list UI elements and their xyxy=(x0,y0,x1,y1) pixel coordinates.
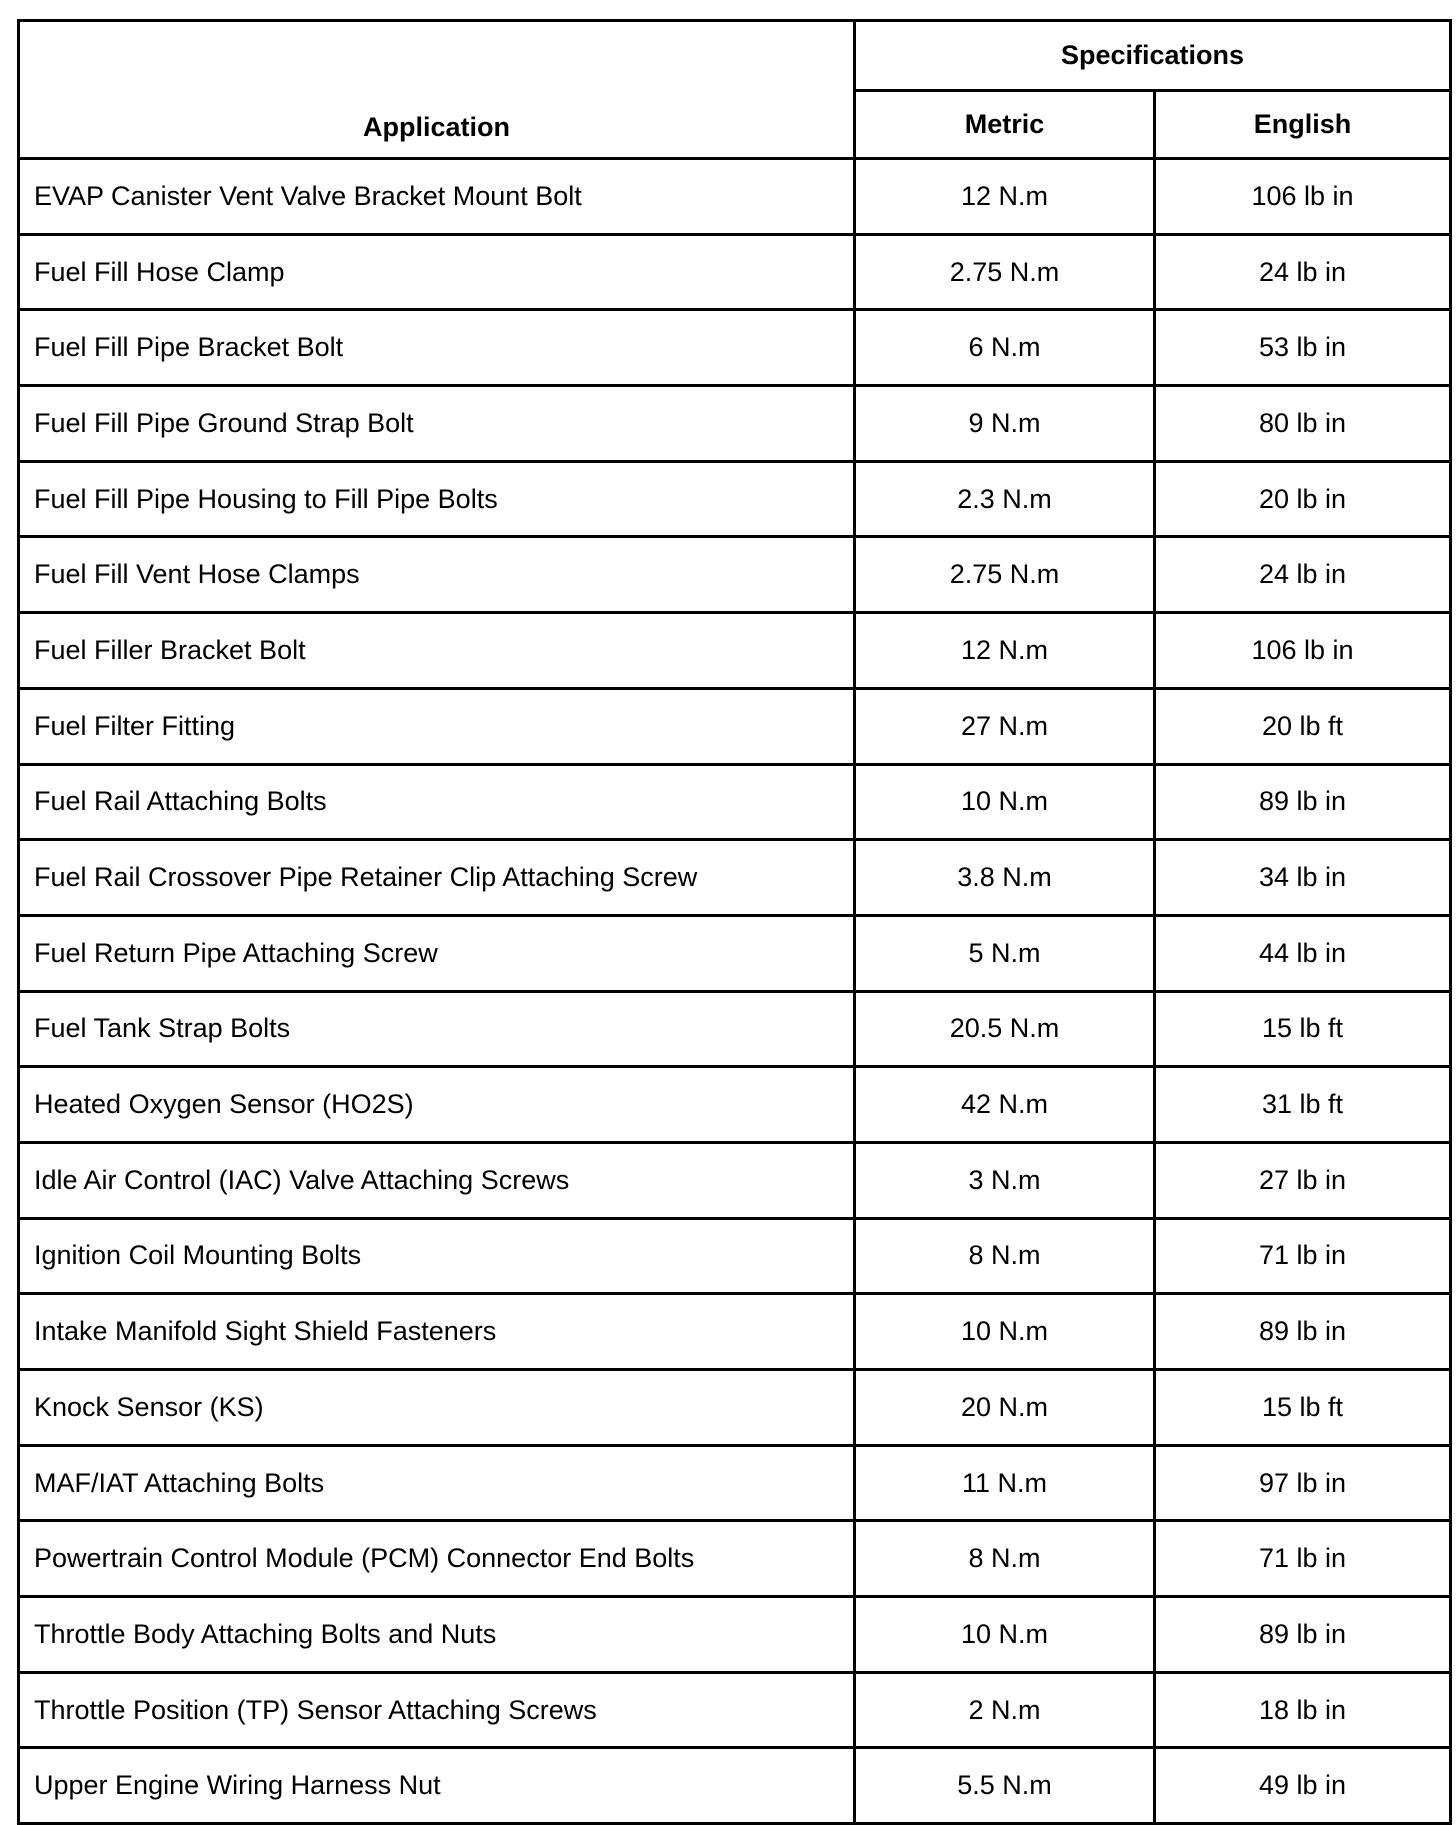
table-row xyxy=(19,1597,1451,1673)
table-row xyxy=(19,915,1451,991)
english-cell: 20 lb in xyxy=(1155,461,1451,537)
application-cell: Fuel Tank Strap Bolts xyxy=(19,991,855,1067)
application-cell: Throttle Body Attaching Bolts and Nuts xyxy=(19,1597,855,1673)
application-cell: Fuel Filter Fitting xyxy=(19,688,855,764)
table-row xyxy=(19,1521,1451,1597)
header-row-top xyxy=(19,21,1451,91)
metric-cell: 2 N.m xyxy=(855,1672,1155,1748)
english-cell: 106 lb in xyxy=(1155,159,1451,235)
table-row xyxy=(19,764,1451,840)
table-row xyxy=(19,1218,1451,1294)
english-cell: 89 lb in xyxy=(1155,1294,1451,1370)
metric-cell: 20 N.m xyxy=(855,1370,1155,1446)
table-row xyxy=(19,234,1451,310)
application-cell: Fuel Rail Crossover Pipe Retainer Clip Attaching Screw xyxy=(19,840,855,916)
english-cell: 97 lb in xyxy=(1155,1445,1451,1521)
metric-header: Metric xyxy=(855,91,1155,159)
english-cell: 44 lb in xyxy=(1155,915,1451,991)
table-header xyxy=(19,21,1451,159)
table-row xyxy=(19,840,1451,916)
table-row xyxy=(19,1294,1451,1370)
english-cell: 89 lb in xyxy=(1155,764,1451,840)
english-cell: 18 lb in xyxy=(1155,1672,1451,1748)
english-cell: 24 lb in xyxy=(1155,234,1451,310)
english-cell: 53 lb in xyxy=(1155,310,1451,386)
english-cell: 106 lb in xyxy=(1155,613,1451,689)
metric-cell: 10 N.m xyxy=(855,764,1155,840)
application-cell: Intake Manifold Sight Shield Fasteners xyxy=(19,1294,855,1370)
english-cell: 27 lb in xyxy=(1155,1142,1451,1218)
metric-cell: 9 N.m xyxy=(855,386,1155,462)
specifications-header: Specifications xyxy=(855,21,1451,91)
metric-cell: 2.3 N.m xyxy=(855,461,1155,537)
english-cell: 49 lb in xyxy=(1155,1748,1451,1824)
application-cell: Powertrain Control Module (PCM) Connector End Bolts xyxy=(19,1521,855,1597)
metric-cell: 27 N.m xyxy=(855,688,1155,764)
table-row xyxy=(19,991,1451,1067)
metric-cell: 8 N.m xyxy=(855,1218,1155,1294)
table-row xyxy=(19,159,1451,235)
application-cell: Fuel Fill Pipe Bracket Bolt xyxy=(19,310,855,386)
metric-cell: 3.8 N.m xyxy=(855,840,1155,916)
metric-cell: 20.5 N.m xyxy=(855,991,1155,1067)
english-cell: 31 lb ft xyxy=(1155,1067,1451,1143)
application-cell: EVAP Canister Vent Valve Bracket Mount Bolt xyxy=(19,159,855,235)
application-cell: MAF/IAT Attaching Bolts xyxy=(19,1445,855,1521)
english-cell: 15 lb ft xyxy=(1155,991,1451,1067)
application-cell: Ignition Coil Mounting Bolts xyxy=(19,1218,855,1294)
application-cell: Upper Engine Wiring Harness Nut xyxy=(19,1748,855,1824)
table-row xyxy=(19,310,1451,386)
application-cell: Fuel Fill Hose Clamp xyxy=(19,234,855,310)
application-cell: Fuel Fill Pipe Housing to Fill Pipe Bolts xyxy=(19,461,855,537)
metric-cell: 2.75 N.m xyxy=(855,234,1155,310)
specifications-table xyxy=(17,19,1452,1825)
metric-cell: 5.5 N.m xyxy=(855,1748,1155,1824)
application-cell: Fuel Fill Pipe Ground Strap Bolt xyxy=(19,386,855,462)
table-row xyxy=(19,1142,1451,1218)
table-row xyxy=(19,1748,1451,1824)
table-row xyxy=(19,688,1451,764)
application-cell: Heated Oxygen Sensor (HO2S) xyxy=(19,1067,855,1143)
metric-cell: 10 N.m xyxy=(855,1294,1155,1370)
english-cell: 80 lb in xyxy=(1155,386,1451,462)
application-cell: Throttle Position (TP) Sensor Attaching Screws xyxy=(19,1672,855,1748)
table-row xyxy=(19,386,1451,462)
table-row xyxy=(19,1067,1451,1143)
metric-cell: 5 N.m xyxy=(855,915,1155,991)
table-row xyxy=(19,1445,1451,1521)
english-cell: 71 lb in xyxy=(1155,1218,1451,1294)
application-cell: Idle Air Control (IAC) Valve Attaching Screws xyxy=(19,1142,855,1218)
english-cell: 34 lb in xyxy=(1155,840,1451,916)
table-row xyxy=(19,1370,1451,1446)
english-cell: 89 lb in xyxy=(1155,1597,1451,1673)
application-cell: Fuel Filler Bracket Bolt xyxy=(19,613,855,689)
metric-cell: 11 N.m xyxy=(855,1445,1155,1521)
metric-cell: 3 N.m xyxy=(855,1142,1155,1218)
table-body xyxy=(19,159,1451,1824)
application-header: Application xyxy=(19,21,855,159)
table-row xyxy=(19,613,1451,689)
english-cell: 20 lb ft xyxy=(1155,688,1451,764)
application-cell: Fuel Fill Vent Hose Clamps xyxy=(19,537,855,613)
table-row xyxy=(19,1672,1451,1748)
table-row xyxy=(19,461,1451,537)
english-cell: 71 lb in xyxy=(1155,1521,1451,1597)
metric-cell: 2.75 N.m xyxy=(855,537,1155,613)
metric-cell: 6 N.m xyxy=(855,310,1155,386)
metric-cell: 10 N.m xyxy=(855,1597,1155,1673)
application-cell: Fuel Return Pipe Attaching Screw xyxy=(19,915,855,991)
application-cell: Knock Sensor (KS) xyxy=(19,1370,855,1446)
metric-cell: 12 N.m xyxy=(855,159,1155,235)
metric-cell: 12 N.m xyxy=(855,613,1155,689)
table-row xyxy=(19,537,1451,613)
metric-cell: 42 N.m xyxy=(855,1067,1155,1143)
metric-cell: 8 N.m xyxy=(855,1521,1155,1597)
english-cell: 24 lb in xyxy=(1155,537,1451,613)
application-cell: Fuel Rail Attaching Bolts xyxy=(19,764,855,840)
english-header: English xyxy=(1155,91,1451,159)
english-cell: 15 lb ft xyxy=(1155,1370,1451,1446)
